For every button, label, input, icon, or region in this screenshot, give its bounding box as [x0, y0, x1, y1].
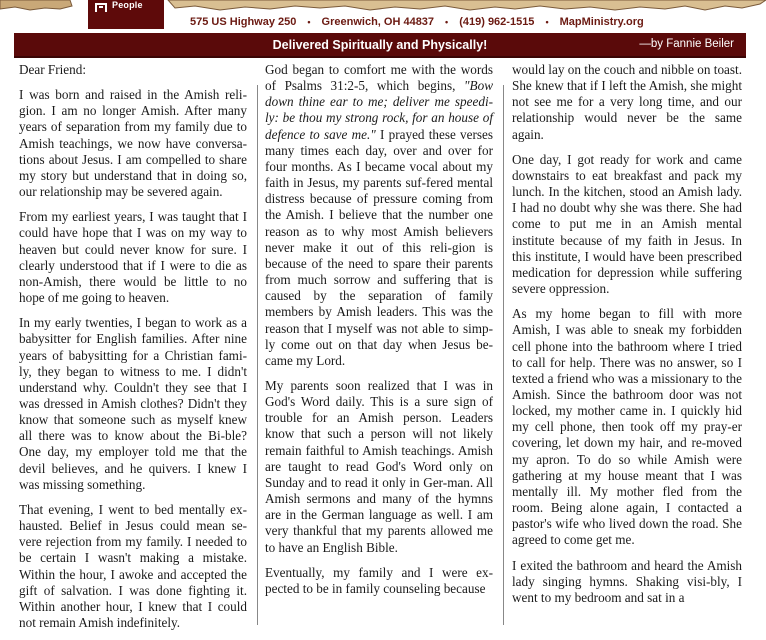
paragraph-text: I prayed these verses many times each day, over and over for four months. As I became vocal about my faith in Jesus, my parents suf-fered mental distress because of pressure coming from the Amish. I believe that the number one reason as to why most Amish believers never make it out of this reli-gion is because of the need to spare their parents from much sorrow and suffering that is caused by the separation of family members by Amish leaders. This was the reason that I myself was not able to simp-ly come out on that day when Jesus be-came my Lord.	[265, 126, 493, 368]
separator: •	[307, 17, 311, 27]
paragraph: would lay on the couch and nibble on toast. She knew that if I left the Amish, she might not see me for a very long time, and our relationship would never be the same again.	[512, 62, 743, 142]
buggy-icon	[94, 2, 108, 12]
paragraph: As my home began to fill with more Amish, I was able to sneak my forbidden cell phone into the bathroom where I tried to call for help. There was no answer, so I texted a friend who was a missionary to the Amish. Since the bathroom door was not locked, my mother came in. I quickly hid my cell phone, then took off my pray-er covering, let down my hair, and re-moved my apron. To do so while Amish were gathering at my house meant that I was mentally ill. My mother fled from the room. Being alone again, I contacted a pastor's wife who lived down the road. She agreed to come get me.	[512, 306, 742, 548]
article-byline: —by Fannie Beiler	[639, 38, 734, 50]
paragraph: I was born and raised in the Amish reli-gion. I am no longer Amish. After many years of separation from my family due to Amish teachings, we now have conversa-tions about Jesus. I am compelled to share my story but understand that in doing so, our relationship may be severed again.	[19, 87, 247, 200]
paragraph: Eventually, my family and I were ex-pected to be in family counseling because	[265, 564, 493, 596]
column-3	[512, 62, 742, 615]
article-title: Delivered Spiritually and Physically!	[272, 38, 488, 52]
article-title-bar	[14, 33, 746, 58]
phone: (419) 962-1515	[459, 16, 535, 28]
paragraph: From my earliest years, I was taught that I could have hope that I was on my way to heaven but could never know for sure. I clearly understood that if I were to die as non-Amish, there would be little to no hope of me going to heaven.	[19, 209, 247, 306]
paragraph: That evening, I went to bed mentally ex-hausted. Belief in Jesus could mean se-vere rejection from my family. I needed to be certain I wasn't making a mistake. Within the hour, I awoke and accepted the gift of salvation. I was done fighting it. Within another hour, I knew that I could not remain Amish indefinitely.	[19, 501, 247, 630]
paragraph: One day, I got ready for work and came downstairs to eat breakfast and pack my lunch. In the kitchen, stood an Amish lady. I had no doubt why she was there. She had come to put me in an Amish mental institute because of my faith in Jesus. In this institute, I would have been prescribed medication for depression while suffering severe oppression.	[512, 151, 742, 297]
separator: •	[545, 17, 549, 27]
separator: •	[445, 17, 449, 27]
website-link[interactable]: MapMinistry.org	[559, 16, 644, 28]
city: Greenwich, OH 44837	[321, 16, 435, 28]
logo-text: People	[112, 0, 143, 10]
contact-line	[190, 15, 644, 29]
paragraph-text: God began to comfort me with the words of Psalms 31:2-5, which begins,	[265, 62, 493, 94]
paragraph: In my early twenties, I began to work as a babysitter for English families. After nine years of babysitting for a Christian fami-ly, they began to witness to me. I didn't understand why. Couldn't they see that I was dressed in Amish clothes? Didn't they know that someone such as myself knew all there was to know about the Bi-ble? One day, my employer told me that the devil believes, and he quivers. I knew I was missing something.	[19, 315, 247, 492]
greeting: Dear Friend:	[19, 62, 87, 77]
column-divider	[503, 85, 504, 625]
paragraph: I exited the bathroom and heard the Amish lady singing hymns. Shaking visi-bly, I went to my bedroom and sat in a	[512, 557, 742, 605]
paragraph: My parents soon realized that I was in God's Word daily. This is a sure sign of trouble for an Amish person. Leaders know that such a person will not likely remain faithful to Amish teachings. Amish are taught to read God's Word only on Sunday and to read it only in Ger-man. All Amish sermons and many of the hymns are in the German language as well. I am very thankful that my parents allowed me to have an English Bible.	[265, 377, 493, 555]
column-2	[265, 62, 493, 606]
logo	[88, 0, 164, 29]
column-divider	[257, 85, 258, 625]
scripture-quote: "Bow down thine ear to me; deliver me speedi-ly: be thou my strong rock, for an house of defence to save me."	[265, 78, 493, 142]
address: 575 US Highway 250	[190, 16, 297, 28]
column-1	[19, 62, 247, 640]
paragraph	[265, 62, 493, 369]
